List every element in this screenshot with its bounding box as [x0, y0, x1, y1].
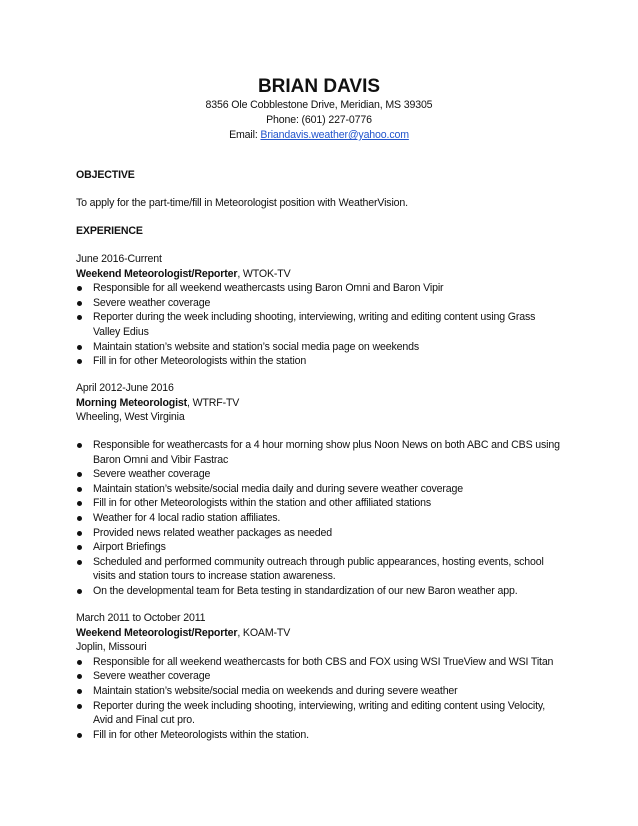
email-link[interactable]: Briandavis.weather@yahoo.com [260, 129, 409, 141]
job-title: Weekend Meteorologist/Reporter [76, 267, 238, 280]
list-item: Reporter during the week including shooting, interviewing, writing and editing content using Velocity, Avid and Final cut pro. [76, 699, 562, 728]
candidate-name: BRIAN DAVIS [257, 76, 381, 97]
list-item: Maintain station’s website/social media on weekends and during severe weather [76, 684, 562, 699]
list-item: Weather for 4 local radio station affiliates. [76, 511, 562, 526]
list-item: Fill in for other Meteorologists within the station. [76, 728, 562, 743]
job-location: Joplin, Missouri [76, 641, 147, 654]
list-item: Maintain station’s website and station’s social media page on weekends [76, 340, 562, 355]
objective-heading-block [76, 168, 576, 183]
phone-line: Phone: (601) 227-0776 [266, 114, 372, 126]
list-item: On the developmental team for Beta testing in standardization of our new Baron weather app. [76, 584, 562, 599]
job-employer: , WTRF-TV [187, 396, 240, 409]
list-item: Severe weather coverage [76, 669, 562, 684]
job-entry [76, 252, 562, 369]
list-item: Reporter during the week including shooting, interviewing, writing and editing content using Grass Valley Edius [76, 310, 562, 339]
job-title-line [76, 626, 562, 641]
job-dates: March 2011 to October 2011 [76, 612, 206, 624]
email-label: Email: [229, 129, 261, 141]
experience-heading: EXPERIENCE [76, 225, 143, 237]
job-employer: , WTOK-TV [237, 267, 291, 280]
job-title-line [76, 267, 562, 282]
job-employer: , KOAM-TV [237, 626, 291, 639]
list-item: Maintain station’s website/social media daily and during severe weather coverage [76, 482, 562, 497]
objective-heading: OBJECTIVE [76, 169, 135, 181]
list-item: Responsible for weathercasts for a 4 hour morning show plus Noon News on both ABC and CBS using Baron Omni and Vibir Fastrac [76, 438, 562, 467]
list-item: Severe weather coverage [76, 296, 562, 311]
experience-heading-block [76, 224, 576, 239]
resume-header [0, 76, 638, 143]
list-item: Provided news related weather packages as needed [76, 526, 562, 541]
address-line: 8356 Ole Cobblestone Drive, Meridian, MS 39305 [205, 99, 433, 111]
list-item: Severe weather coverage [76, 467, 562, 482]
job-duties-list [76, 438, 562, 599]
objective-text: To apply for the part-time/fill in Meteorologist position with WeatherVision. [76, 197, 408, 209]
list-item: Fill in for other Meteorologists within the station [76, 354, 562, 369]
list-item: Responsible for all weekend weathercasts for both CBS and FOX using WSI TrueView and WSI Titan [76, 655, 562, 670]
job-entry [76, 381, 562, 425]
job-title-line [76, 396, 562, 411]
job-title: Weekend Meteorologist/Reporter [76, 626, 238, 639]
job-entry [76, 611, 562, 742]
list-item: Responsible for all weekend weathercasts using Baron Omni and Baron Vipir [76, 281, 562, 296]
email-line [0, 128, 638, 143]
job-duties-list [76, 655, 562, 743]
list-item: Fill in for other Meteorologists within the station and other affiliated stations [76, 496, 562, 511]
job-location: Wheeling, West Virginia [76, 411, 185, 424]
job-dates: April 2012-June 2016 [76, 382, 174, 394]
list-item: Airport Briefings [76, 540, 562, 555]
job-dates: June 2016-Current [76, 253, 162, 265]
job-title: Morning Meteorologist [76, 396, 188, 409]
list-item: Scheduled and performed community outreach through public appearances, hosting events, school visits and station tours to increase station awareness. [76, 555, 562, 584]
job-duties-block [76, 438, 562, 599]
objective-section [76, 196, 576, 211]
job-duties-list [76, 281, 562, 369]
